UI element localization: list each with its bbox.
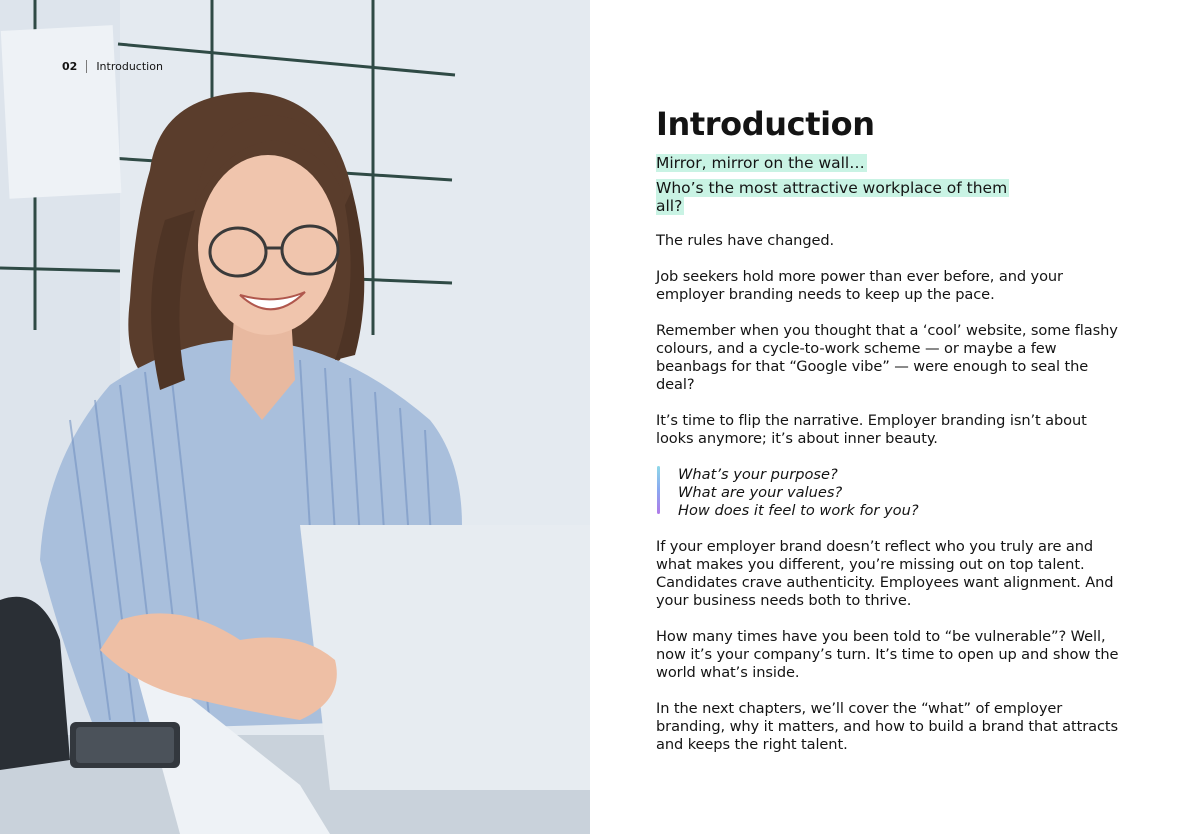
quote-line-1: What’s your purpose? <box>678 466 838 483</box>
paragraph-4: It’s time to flip the narrative. Employer branding isn’t about looks anymore; it’s about inner beauty. <box>656 412 1087 447</box>
paragraph-2: Job seekers hold more power than ever before, and your employer branding needs to keep up the pace. <box>656 268 1063 303</box>
highlight-line-1: Mirror, mirror on the wall… <box>656 154 865 172</box>
header-section-label: Introduction <box>96 60 163 73</box>
hero-photo <box>0 0 590 834</box>
page-header <box>62 60 163 73</box>
paragraph-5: If your employer brand doesn’t reflect who you truly are and what makes you different, you’re missing out on top talent. Candidates crave authenticity. Employees want alignment. And your business needs both to thrive. <box>656 538 1114 609</box>
page-title: Introduction <box>656 105 875 143</box>
highlight-lead <box>656 154 1126 215</box>
paragraph-1: The rules have changed. <box>656 232 835 249</box>
paragraph-7: In the next chapters, we’ll cover the “what” of employer branding, why it matters, and how to build a brand that attracts and keeps the right talent. <box>656 700 1119 753</box>
paragraph-3: Remember when you thought that a ‘cool’ website, some flashy colours, and a cycle-to-work scheme — or maybe a few beanbags for that “Google vibe” — were enough to seal the deal? <box>656 322 1118 393</box>
quote-line-2: What are your values? <box>678 484 843 501</box>
pull-quote <box>656 466 1126 520</box>
highlight-line-2: Who’s the most attractive workplace of them all? <box>656 179 1008 215</box>
page-number: 02 <box>62 60 78 73</box>
quote-accent-bar <box>657 466 660 514</box>
woman-laptop-photo-icon <box>0 0 590 834</box>
header-divider <box>86 60 87 73</box>
quote-line-3: How does it feel to work for you? <box>678 502 919 519</box>
article-body <box>656 104 1126 772</box>
paragraph-6: How many times have you been told to “be vulnerable”? Well, now it’s your company’s turn. It’s time to open up and show the world what’s inside. <box>656 628 1119 681</box>
